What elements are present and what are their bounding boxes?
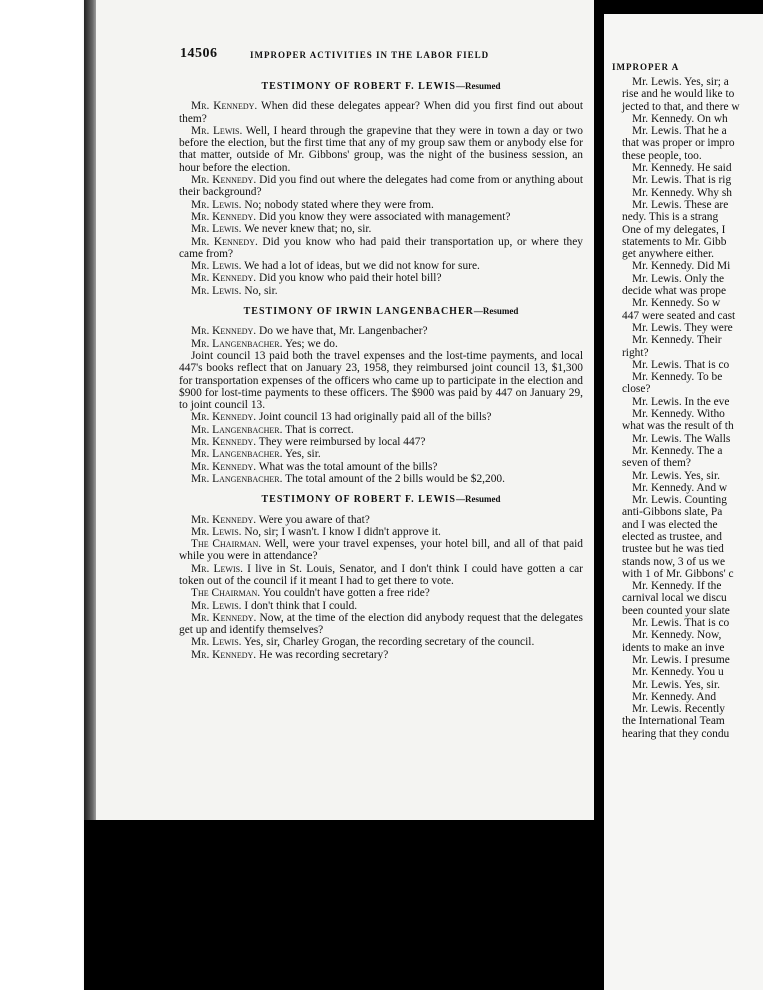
speaker-name: The Chairman. [191, 538, 262, 551]
right-page-line: close? [622, 383, 651, 396]
right-page-line: trustee but he was tied [622, 543, 724, 556]
speech-text: I don't think that I could. [241, 599, 358, 612]
testimony-paragraph [179, 338, 583, 350]
speech-text: They were reimbursed by local 447? [256, 436, 426, 449]
speaker-name: Mr. Lewis. [191, 636, 242, 649]
speech-text: We never knew that; no, sir. [241, 223, 372, 236]
right-page-line: and I was elected the [622, 518, 718, 531]
testimony-paragraph [179, 211, 583, 223]
testimony-paragraph [179, 272, 583, 284]
right-page-line: Mr. Kennedy. Now, [632, 629, 722, 642]
speaker-name: Mr. Lewis. [191, 599, 242, 612]
right-page-line: right? [622, 346, 649, 359]
speaker-name: Mr. Lewis. [191, 525, 242, 538]
right-page-line: Mr. Kennedy. And [632, 690, 717, 703]
right-page-line: Mr. Kennedy. And w [632, 481, 728, 494]
right-page-line: Mr. Kennedy. Their [632, 334, 722, 347]
speech-text: Do we have that, Mr. Langenbacher? [256, 325, 428, 338]
speaker-name: Mr. Kennedy. [191, 235, 258, 248]
right-page-line: hearing that they condu [622, 727, 730, 740]
page-number: 14506 [180, 46, 218, 61]
right-page-line: that was proper or impro [622, 137, 735, 150]
right-page-line: Mr. Lewis. That he a [632, 125, 727, 138]
right-page-line: Mr. Kennedy. He said [632, 162, 732, 175]
right-page-line: what was the result of th [622, 420, 734, 433]
speech-text: Well, I heard through the grapevine that they were in town a day or two before the election, but the first time that any of my group saw them or anybody else for that matter, outside of Mr. Gibbons' group, was the night of the business session, an hour before the election. [179, 124, 583, 174]
right-page-line: Mr. Kennedy. Witho [632, 408, 725, 421]
right-page-line: statements to Mr. Gibb [622, 235, 727, 248]
section-heading [179, 493, 583, 506]
speaker-name: Mr. Lewis. [191, 284, 242, 297]
right-page-line: Mr. Lewis. These are [632, 198, 729, 211]
left-page-body [179, 72, 583, 661]
right-page-line: rise and he would like to [622, 88, 735, 101]
testimony-paragraph [179, 538, 583, 563]
testimony-paragraph [179, 587, 583, 599]
right-page-line: Mr. Kennedy. The a [632, 444, 723, 457]
right-page-line: Mr. Kennedy. You u [632, 666, 724, 679]
speech-text: You couldn't have gotten a free ride? [260, 587, 430, 600]
right-page-line: the International Team [622, 715, 725, 728]
right-page-line: Mr. Lewis. The Walls [632, 432, 731, 445]
speaker-name: Mr. Kennedy. [191, 100, 258, 113]
speech-text: Joint council 13 paid both the travel expenses and the lost-time payments, and local 447's books reflect that on January 23, 1958, they reimbursed joint council 13, $1,300 for transportation expenses of the officers who came up to participate in the election and $900 for lost-time payments to these officers. The $900 was paid by 447 on January 29, to joint council 13. [179, 349, 583, 412]
right-running-head: IMPROPER A [612, 62, 680, 72]
speech-text: Did you know who paid their hotel bill? [256, 272, 442, 285]
section-heading-resumed: —Resumed [473, 306, 519, 317]
right-page-line: Mr. Lewis. Counting [632, 494, 727, 507]
speaker-name: Mr. Kennedy. [191, 210, 257, 223]
right-page-line: Mr. Lewis. In the eve [632, 395, 730, 408]
testimony-paragraph [179, 411, 583, 423]
speaker-name: Mr. Kennedy. [191, 272, 257, 285]
speaker-name: Mr. Lewis. [191, 124, 243, 137]
testimony-paragraph [179, 223, 583, 235]
testimony-paragraph [179, 125, 583, 174]
right-page-line: One of my delegates, I [622, 223, 726, 236]
speech-text: He was recording secretary? [256, 648, 389, 661]
right-page-line: with 1 of Mr. Gibbons' c [622, 567, 734, 580]
testimony-paragraph [179, 636, 583, 648]
testimony-paragraph [179, 514, 583, 526]
right-page-line: Mr. Lewis. Yes, sir. [632, 469, 720, 482]
right-page-line: Mr. Lewis. That is co [632, 358, 730, 371]
section-heading-resumed: —Resumed [455, 494, 501, 505]
right-page-line: Mr. Lewis. Yes, sir; a [632, 76, 729, 88]
speaker-name: Mr. Lewis. [191, 198, 242, 211]
speaker-name: Mr. Kennedy. [191, 611, 257, 624]
right-page-line: Mr. Kennedy. If the [632, 580, 722, 593]
testimony-paragraph [179, 526, 583, 538]
right-page-line: stands now, 3 of us we [622, 555, 726, 568]
right-page-line: get anywhere either. [622, 248, 715, 261]
testimony-paragraph [179, 473, 583, 485]
section-heading-title: TESTIMONY OF IRWIN LANGENBACHER [243, 306, 474, 318]
speaker-name: Mr. Kennedy. [191, 325, 257, 338]
testimony-paragraph [179, 612, 583, 637]
speech-text: Did you know they were associated with management? [256, 210, 511, 223]
speaker-name: Mr. Langenbacher. [191, 423, 283, 436]
speech-text: Yes; we do. [282, 337, 338, 350]
speaker-name: Mr. Langenbacher. [191, 448, 283, 461]
right-page-line: Mr. Kennedy. On wh [632, 112, 728, 125]
speaker-name: Mr. Langenbacher. [191, 337, 283, 350]
speaker-name: Mr. Kennedy. [191, 174, 257, 187]
speech-text: When did these delegates appear? When did you first find out about them? [179, 100, 583, 125]
speaker-name: Mr. Lewis. [191, 223, 242, 236]
speaker-name: The Chairman. [191, 587, 261, 600]
right-page-line: Mr. Lewis. I presume [632, 653, 730, 666]
right-page-line: Mr. Kennedy. To be [632, 371, 723, 384]
testimony-paragraph [179, 174, 583, 199]
speech-text: Yes, sir, Charley Grogan, the recording secretary of the council. [241, 636, 535, 649]
right-page-line: decide what was prope [622, 285, 727, 298]
right-page-line: Mr. Lewis. Recently [632, 703, 726, 716]
right-page [604, 14, 763, 990]
speaker-name: Mr. Kennedy. [191, 411, 257, 424]
right-page-line: idents to make an inve [622, 641, 725, 654]
right-page-line: been counted your slate [622, 604, 730, 617]
speech-text: What was the total amount of the bills? [256, 460, 438, 473]
testimony-paragraph [179, 199, 583, 211]
right-page-body [622, 76, 763, 740]
testimony-paragraph [179, 325, 583, 337]
testimony-paragraph [179, 350, 583, 411]
speech-text: I live in St. Louis, Senator, and I don't think I could have gotten a car token out of the council if it meant I had to get there to vote. [179, 562, 583, 587]
right-page-line: Mr. Lewis. That is rig [632, 174, 732, 187]
speech-text: The total amount of the 2 bills would be $2,200. [282, 472, 505, 485]
right-page-line: Mr. Lewis. That is co [632, 617, 730, 630]
testimony-paragraph [179, 436, 583, 448]
speech-text: Were you aware of that? [256, 513, 370, 526]
running-head: IMPROPER ACTIVITIES IN THE LABOR FIELD [250, 50, 490, 60]
section-heading-resumed: —Resumed [455, 81, 501, 91]
section-heading-title: TESTIMONY OF ROBERT F. LEWIS [261, 494, 456, 506]
speech-text: Did you know who had paid their transportation up, or where they came from? [179, 235, 583, 260]
speaker-name: Mr. Lewis. [191, 260, 242, 273]
speaker-name: Mr. Kennedy. [191, 460, 257, 473]
speech-text: Yes, sir. [282, 448, 321, 461]
testimony-paragraph [179, 236, 583, 261]
speaker-name: Mr. Lewis. [191, 562, 243, 575]
left-page [96, 0, 594, 823]
testimony-paragraph [179, 649, 583, 661]
right-page-line: Mr. Kennedy. Did Mi [632, 260, 731, 273]
section-heading [179, 305, 583, 318]
testimony-paragraph [179, 285, 583, 297]
speaker-name: Mr. Kennedy. [191, 648, 257, 661]
right-page-line: jected to that, and there w [622, 100, 740, 113]
testimony-paragraph [179, 461, 583, 473]
speech-text: That is correct. [282, 423, 354, 436]
speaker-name: Mr. Kennedy. [191, 513, 257, 526]
right-page-line: Mr. Lewis. Only the [632, 272, 725, 285]
right-page-line: nedy. This is a strang [622, 211, 719, 224]
right-page-line: carnival local we discu [622, 592, 727, 605]
speech-text: Now, at the time of the election did anybody request that the delegates get up and identify themselves? [179, 611, 583, 637]
testimony-paragraph [179, 260, 583, 272]
speech-text: Well, were your travel expenses, your hotel bill, and all of that paid while you were in attendance? [179, 538, 583, 563]
section-heading [179, 80, 583, 93]
speaker-name: Mr. Kennedy. [191, 436, 257, 449]
right-page-line: these people, too. [622, 149, 702, 162]
testimony-paragraph [179, 100, 583, 125]
right-page-line: elected as trustee, and [622, 530, 722, 543]
section-heading-title: TESTIMONY OF ROBERT F. LEWIS [261, 81, 456, 92]
speech-text: We had a lot of ideas, but we did not know for sure. [241, 260, 480, 273]
testimony-paragraph [179, 424, 583, 436]
speech-text: Did you find out where the delegates had come from or anything about their background? [179, 174, 583, 199]
testimony-paragraph [179, 448, 583, 460]
testimony-paragraph [179, 600, 583, 612]
scan-edge [0, 0, 96, 990]
right-page-line: Mr. Kennedy. Why sh [632, 186, 732, 199]
right-page-line: 447 were seated and cast [622, 309, 736, 322]
speech-text: Joint council 13 had originally paid all of the bills? [256, 411, 492, 424]
right-page-line: seven of them? [622, 457, 691, 470]
right-page-line: anti-Gibbons slate, Pa [622, 506, 723, 519]
right-page-line: Mr. Lewis. They were [632, 321, 733, 334]
speech-text: No, sir; I wasn't. I know I didn't approve it. [241, 525, 441, 538]
testimony-paragraph [179, 563, 583, 588]
right-page-line: Mr. Kennedy. So w [632, 297, 721, 310]
right-page-line: Mr. Lewis. Yes, sir. [632, 678, 720, 691]
scan-shadow [84, 820, 604, 990]
speaker-name: Mr. Langenbacher. [191, 472, 283, 485]
speech-text: No; nobody stated where they were from. [241, 198, 434, 211]
speech-text: No, sir. [241, 284, 278, 297]
